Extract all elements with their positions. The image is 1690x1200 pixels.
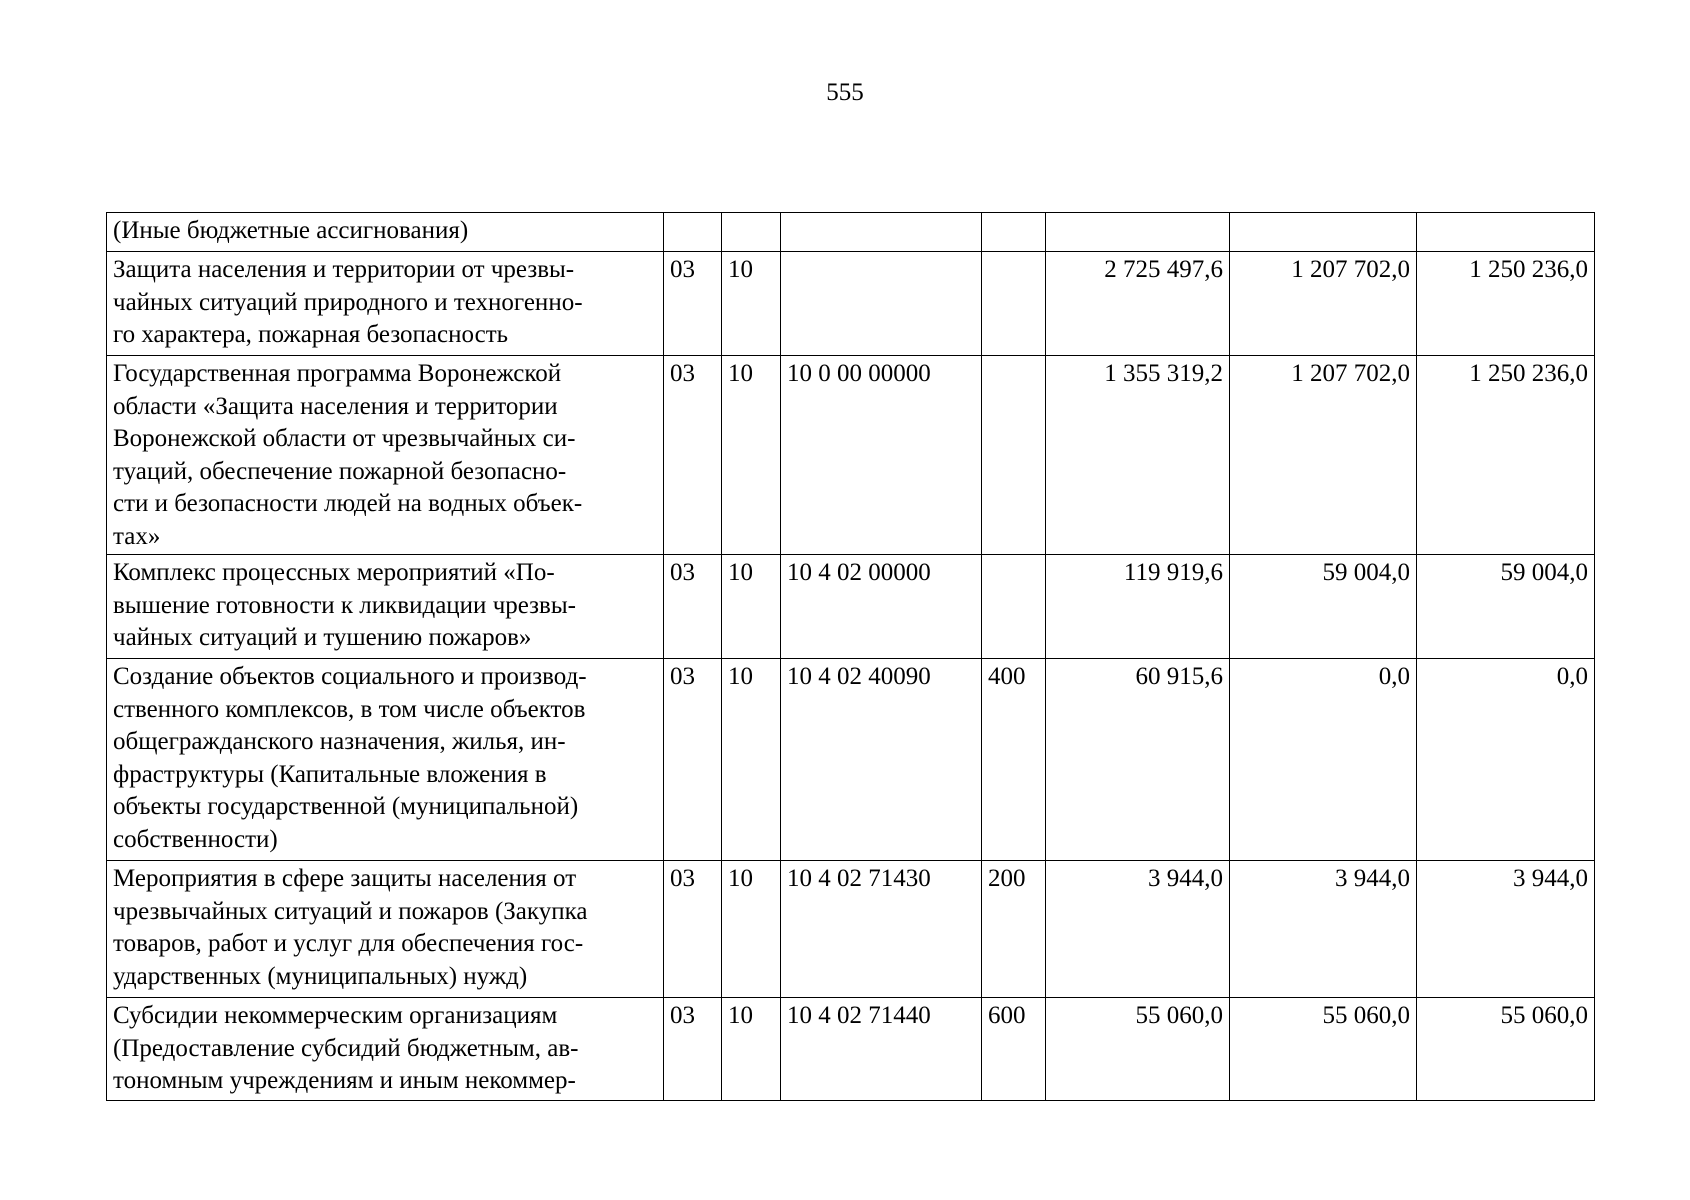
amount-year3-cell: 59 004,0 <box>1417 555 1595 659</box>
table-row <box>107 861 1595 998</box>
item-name-line: Государственная программа Воронежской <box>113 360 562 387</box>
amount-year2-cell: 0,0 <box>1230 659 1417 861</box>
expense-type-code-cell: 600 <box>982 998 1046 1101</box>
item-name-line: области «Защита населения и территории <box>113 392 558 420</box>
amount-year2-cell: 1 207 702,0 <box>1230 252 1417 356</box>
subsection-code-cell <box>722 213 781 252</box>
amount-year1-cell: 3 944,0 <box>1046 861 1230 998</box>
item-name-line: туаций, обеспечение пожарной безопасно- <box>113 457 567 485</box>
amount-year3-cell: 55 060,0 <box>1417 998 1595 1101</box>
budget-table <box>106 212 1595 1101</box>
item-name-line: объекты государственной (муниципальной) <box>113 793 579 820</box>
target-item-code-cell: 10 4 02 40090 <box>781 659 982 861</box>
section-code-cell: 03 <box>664 998 722 1101</box>
amount-year1-cell: 1 355 319,2 <box>1046 356 1230 555</box>
target-item-code-cell: 10 4 02 71440 <box>781 998 982 1101</box>
item-name-line: ственного комплексов, в том числе объектов <box>113 695 586 723</box>
item-name-line: Создание объектов социального и производ- <box>113 663 587 690</box>
subsection-code-cell: 10 <box>722 555 781 659</box>
section-code-cell: 03 <box>664 252 722 356</box>
item-name-line: го характера, пожарная безопасность <box>113 321 509 348</box>
amount-year1-cell: 119 919,6 <box>1046 555 1230 659</box>
item-name-line: тах» <box>113 522 161 550</box>
item-name-cell <box>107 356 664 555</box>
amount-year2-cell: 55 060,0 <box>1230 998 1417 1101</box>
table-body <box>107 213 1595 1101</box>
section-code-cell: 03 <box>664 861 722 998</box>
subsection-code-cell: 10 <box>722 252 781 356</box>
amount-year3-cell: 0,0 <box>1417 659 1595 861</box>
amount-year2-cell: 1 207 702,0 <box>1230 356 1417 555</box>
item-name-line: фраструктуры (Капитальные вложения в <box>113 760 547 788</box>
amount-year3-cell <box>1417 213 1595 252</box>
item-name-line: чрезвычайных ситуаций и пожаров (Закупка <box>113 897 588 925</box>
item-name-line: Воронежской области от чрезвычайных си- <box>113 425 576 452</box>
expense-type-code-cell <box>982 213 1046 252</box>
target-item-code-cell: 10 4 02 71430 <box>781 861 982 998</box>
item-name-cell <box>107 213 664 252</box>
item-name-line: сти и безопасности людей на водных объек- <box>113 490 583 517</box>
item-name-line: Субсидии некоммерческим организациям <box>113 1002 558 1029</box>
expense-type-code-cell: 200 <box>982 861 1046 998</box>
amount-year3-cell: 1 250 236,0 <box>1417 252 1595 356</box>
table-row <box>107 998 1595 1101</box>
amount-year3-cell: 3 944,0 <box>1417 861 1595 998</box>
item-name-line: товаров, работ и услуг для обеспечения гос- <box>113 930 584 957</box>
subsection-code-cell: 10 <box>722 998 781 1101</box>
page-number: 555 <box>826 79 864 106</box>
subsection-code-cell: 10 <box>722 861 781 998</box>
expense-type-code-cell <box>982 356 1046 555</box>
item-name-line: ударственных (муниципальных) нужд) <box>113 962 528 990</box>
amount-year3-cell: 1 250 236,0 <box>1417 356 1595 555</box>
item-name-line: вышение готовности к ликвидации чрезвы- <box>113 591 576 619</box>
table-row <box>107 356 1595 555</box>
item-name-cell <box>107 659 664 861</box>
item-name-line: общегражданского назначения, жилья, ин- <box>113 728 566 755</box>
subsection-code-cell: 10 <box>722 356 781 555</box>
item-name-line: собственности) <box>113 825 278 853</box>
section-code-cell: 03 <box>664 356 722 555</box>
item-name-line: Комплекс процессных мероприятий «По- <box>113 559 555 586</box>
target-item-code-cell <box>781 213 982 252</box>
item-name-line: чайных ситуаций природного и техногенно- <box>113 288 583 316</box>
amount-year1-cell: 60 915,6 <box>1046 659 1230 861</box>
item-name-line: (Предоставление субсидий бюджетным, ав- <box>113 1034 579 1062</box>
amount-year2-cell <box>1230 213 1417 252</box>
item-name-cell <box>107 998 664 1101</box>
amount-year2-cell: 3 944,0 <box>1230 861 1417 998</box>
item-name-line: чайных ситуаций и тушению пожаров» <box>113 624 532 651</box>
target-item-code-cell: 10 0 00 00000 <box>781 356 982 555</box>
section-code-cell <box>664 213 722 252</box>
expense-type-code-cell <box>982 555 1046 659</box>
expense-type-code-cell: 400 <box>982 659 1046 861</box>
expense-type-code-cell <box>982 252 1046 356</box>
amount-year1-cell: 2 725 497,6 <box>1046 252 1230 356</box>
subsection-code-cell: 10 <box>722 659 781 861</box>
item-name-cell <box>107 555 664 659</box>
amount-year1-cell: 55 060,0 <box>1046 998 1230 1101</box>
item-name-cell <box>107 252 664 356</box>
target-item-code-cell: 10 4 02 00000 <box>781 555 982 659</box>
item-name-line: Мероприятия в сфере защиты населения от <box>113 865 577 892</box>
item-name-cell <box>107 861 664 998</box>
amount-year1-cell <box>1046 213 1230 252</box>
amount-year2-cell: 59 004,0 <box>1230 555 1417 659</box>
section-code-cell: 03 <box>664 555 722 659</box>
table-row <box>107 252 1595 356</box>
target-item-code-cell <box>781 252 982 356</box>
item-name-line: тономным учреждениям и иным некоммер- <box>113 1067 576 1094</box>
table-row <box>107 659 1595 861</box>
table-row <box>107 213 1595 252</box>
table-row <box>107 555 1595 659</box>
item-name-line: (Иные бюджетные ассигнования) <box>113 217 469 244</box>
section-code-cell: 03 <box>664 659 722 861</box>
item-name-line: Защита населения и территории от чрезвы- <box>113 256 575 283</box>
